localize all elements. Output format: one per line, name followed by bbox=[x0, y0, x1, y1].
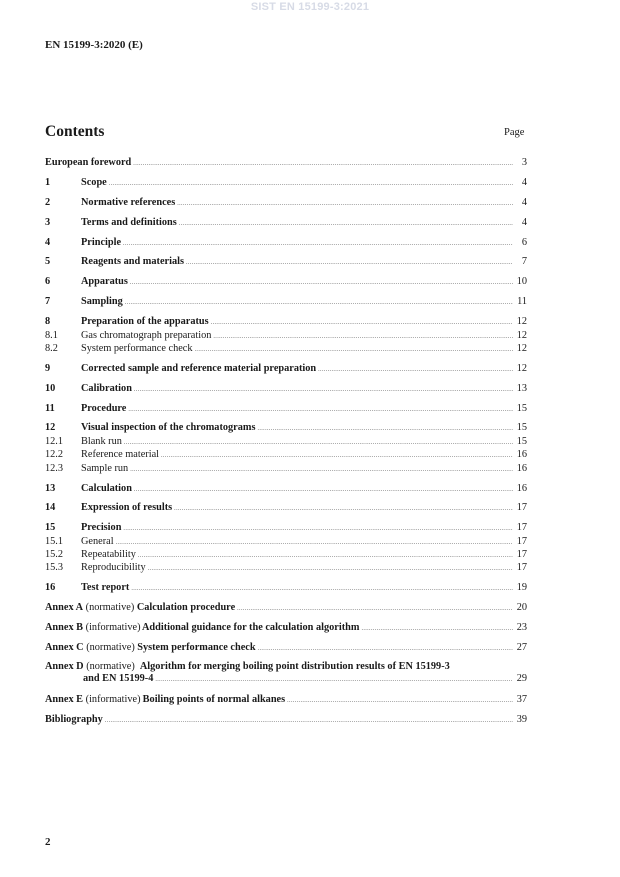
toc-subentry[interactable] bbox=[45, 435, 527, 448]
dot-leader bbox=[211, 317, 513, 330]
toc-entry-number: 1 bbox=[45, 176, 51, 188]
toc-subentry[interactable] bbox=[45, 329, 527, 342]
toc-entry-page: 16 bbox=[516, 462, 527, 474]
toc-entry[interactable] bbox=[45, 216, 527, 229]
dot-leader bbox=[130, 277, 513, 290]
toc-subentry[interactable] bbox=[45, 561, 527, 574]
toc-entry-page: 29 bbox=[516, 672, 527, 684]
toc-annex-entry[interactable] bbox=[45, 641, 527, 654]
toc-entry[interactable] bbox=[45, 255, 527, 268]
watermark: SIST EN 15199-3:2021 bbox=[250, 1, 370, 13]
annex-type: (normative) bbox=[86, 642, 135, 654]
toc-entry-title: Repeatability bbox=[81, 549, 136, 561]
toc-entry-title: Principle bbox=[81, 236, 122, 248]
toc-entry-number: 11 bbox=[45, 402, 55, 414]
toc-entry-title: Precision bbox=[81, 522, 122, 534]
toc-entry-number: 12.2 bbox=[45, 449, 64, 461]
dot-leader bbox=[174, 503, 513, 516]
toc-entry-page: 23 bbox=[516, 622, 527, 634]
toc-entry-title: General bbox=[81, 535, 114, 547]
toc-entry-page: 27 bbox=[516, 642, 527, 654]
toc-annex-entry[interactable] bbox=[45, 661, 527, 687]
toc-entry-page: 4 bbox=[521, 176, 527, 188]
toc-entry-number: 6 bbox=[45, 276, 51, 288]
toc-entry-number: 16 bbox=[45, 582, 56, 594]
toc-entry-title: Corrected sample and reference material preparation bbox=[81, 362, 317, 374]
toc-subentry[interactable] bbox=[45, 535, 527, 548]
toc-entry[interactable] bbox=[45, 382, 527, 395]
toc-entry-number: 12 bbox=[45, 422, 56, 434]
toc-entry[interactable] bbox=[45, 275, 527, 288]
dot-leader bbox=[213, 331, 513, 344]
toc-entry-number: 5 bbox=[45, 256, 51, 268]
toc-entry-page: 4 bbox=[521, 216, 527, 228]
toc-entry[interactable] bbox=[45, 482, 527, 495]
toc-entry-title: Reproducibility bbox=[81, 562, 146, 574]
toc-annex-entry[interactable] bbox=[45, 601, 527, 614]
toc-entry-page: 16 bbox=[516, 449, 527, 461]
toc-entry-number: 10 bbox=[45, 382, 56, 394]
toc-entry-number: 15 bbox=[45, 522, 56, 534]
annex-title: Additional guidance for the calculation algorithm bbox=[141, 622, 360, 634]
toc-entry-title: Preparation of the apparatus bbox=[81, 316, 209, 328]
dot-leader bbox=[128, 404, 513, 417]
toc-entry-number: 8.2 bbox=[45, 342, 58, 354]
annex-label: Annex E bbox=[45, 694, 84, 706]
toc-entry-page: 12 bbox=[516, 362, 527, 374]
table-of-contents bbox=[45, 156, 527, 727]
dot-leader bbox=[195, 344, 513, 357]
annex-label: Annex C bbox=[45, 642, 84, 654]
annex-type: (normative) bbox=[85, 602, 135, 614]
dot-leader bbox=[179, 218, 513, 231]
dot-leader bbox=[237, 603, 513, 616]
toc-entry-page: 19 bbox=[516, 582, 527, 594]
dot-leader bbox=[124, 437, 513, 450]
dot-leader bbox=[125, 297, 513, 310]
toc-subentry[interactable] bbox=[45, 448, 527, 461]
toc-entry-bibliography[interactable] bbox=[45, 713, 527, 726]
toc-entry-number: 2 bbox=[45, 196, 51, 208]
toc-entry[interactable] bbox=[45, 402, 527, 415]
toc-entry-number: 15.1 bbox=[45, 535, 64, 547]
toc-subentry[interactable] bbox=[45, 548, 527, 561]
toc-entry-page: 12 bbox=[516, 316, 527, 328]
toc-entry-page: 10 bbox=[516, 276, 527, 288]
annex-type: (normative) bbox=[86, 660, 135, 672]
toc-entry[interactable] bbox=[45, 315, 527, 328]
annex-type: (informative) bbox=[85, 694, 141, 706]
toc-entry-number: 4 bbox=[45, 236, 51, 248]
dot-leader bbox=[131, 583, 513, 596]
toc-entry-page: 15 bbox=[516, 435, 527, 447]
toc-entry-foreword[interactable] bbox=[45, 156, 527, 169]
toc-entry[interactable] bbox=[45, 295, 527, 308]
toc-entry-number: 14 bbox=[45, 502, 56, 514]
toc-entry-page: 12 bbox=[516, 329, 527, 341]
toc-entry-title: Visual inspection of the chromatograms bbox=[81, 422, 256, 434]
toc-entry-page: 15 bbox=[516, 402, 527, 414]
toc-entry-title: Reference material bbox=[81, 449, 160, 461]
toc-entry-page: 37 bbox=[516, 694, 527, 706]
dot-leader bbox=[133, 158, 513, 171]
toc-entry-page: 12 bbox=[516, 342, 527, 354]
document-id: EN 15199-3:2020 (E) bbox=[45, 39, 143, 51]
toc-entry-title: Bibliography bbox=[45, 714, 103, 726]
page-column-label: Page bbox=[504, 127, 525, 138]
dot-leader bbox=[109, 178, 513, 191]
toc-entry-title: Sampling bbox=[81, 296, 123, 308]
dot-leader bbox=[361, 623, 513, 636]
dot-leader bbox=[123, 523, 513, 536]
toc-entry[interactable] bbox=[45, 581, 527, 594]
toc-entry-number: 8 bbox=[45, 316, 51, 328]
annex-type: (informative) bbox=[85, 622, 141, 634]
toc-entry-title: Sample run bbox=[81, 462, 129, 474]
toc-entry-title: Apparatus bbox=[81, 276, 128, 288]
annex-title-continued: and EN 15199-4 bbox=[83, 672, 154, 684]
dot-leader bbox=[155, 674, 513, 686]
toc-entry-page: 17 bbox=[516, 535, 527, 547]
toc-annex-entry[interactable] bbox=[45, 621, 527, 634]
toc-entry-number: 15.3 bbox=[45, 562, 64, 574]
toc-entry-title: Blank run bbox=[81, 435, 122, 447]
dot-leader bbox=[130, 464, 513, 477]
toc-entry[interactable] bbox=[45, 196, 527, 209]
annex-label: Annex D bbox=[45, 660, 84, 672]
annex-title: Calculation procedure bbox=[136, 602, 236, 614]
toc-entry-title: Normative references bbox=[81, 196, 176, 208]
toc-entry[interactable] bbox=[45, 236, 527, 249]
toc-entry[interactable] bbox=[45, 501, 527, 514]
dot-leader bbox=[138, 550, 513, 563]
dot-leader bbox=[134, 484, 513, 497]
toc-entry-title: Reagents and materials bbox=[81, 256, 184, 268]
toc-entry-page: 17 bbox=[516, 522, 527, 534]
dot-leader bbox=[148, 563, 513, 576]
toc-entry-page: 13 bbox=[516, 382, 527, 394]
toc-entry[interactable] bbox=[45, 421, 527, 434]
toc-entry-title: Scope bbox=[81, 176, 107, 188]
contents-title: Contents bbox=[45, 123, 105, 140]
toc-entry-page: 39 bbox=[516, 714, 527, 726]
dot-leader bbox=[105, 715, 513, 728]
dot-leader bbox=[257, 423, 513, 436]
toc-entry-title: System performance check bbox=[81, 342, 193, 354]
toc-entry-title: Terms and definitions bbox=[81, 216, 177, 228]
toc-entry-number: 7 bbox=[45, 296, 51, 308]
dot-leader bbox=[287, 695, 513, 708]
toc-entry-page: 17 bbox=[516, 562, 527, 574]
dot-leader bbox=[116, 537, 513, 550]
toc-entry-page: 17 bbox=[516, 549, 527, 561]
dot-leader bbox=[186, 257, 513, 270]
toc-entry[interactable] bbox=[45, 362, 527, 375]
toc-entry-title: European foreword bbox=[45, 157, 132, 168]
toc-entry-number: 8.1 bbox=[45, 329, 58, 341]
annex-label: Annex B bbox=[45, 622, 84, 634]
toc-entry-page: 17 bbox=[516, 502, 527, 514]
annex-label: Annex A bbox=[45, 602, 84, 614]
toc-entry-page: 16 bbox=[516, 482, 527, 494]
annex-title: Boiling points of normal alkanes bbox=[142, 694, 286, 706]
toc-entry-title: Test report bbox=[81, 582, 130, 594]
dot-leader bbox=[134, 384, 513, 397]
toc-entry-number: 13 bbox=[45, 482, 56, 494]
dot-leader bbox=[258, 643, 513, 656]
toc-entry-page: 11 bbox=[517, 296, 527, 308]
dot-leader bbox=[161, 450, 513, 463]
toc-entry-number: 15.2 bbox=[45, 549, 64, 561]
toc-entry-page: 4 bbox=[521, 196, 527, 208]
toc-subentry[interactable] bbox=[45, 342, 527, 355]
toc-entry-page: 7 bbox=[521, 256, 527, 268]
dot-leader bbox=[123, 238, 513, 251]
toc-entry-title: Procedure bbox=[81, 402, 127, 414]
toc-entry-title: Expression of results bbox=[81, 502, 173, 514]
toc-entry-number: 12.3 bbox=[45, 462, 64, 474]
dot-leader bbox=[318, 364, 513, 377]
toc-entry-number: 3 bbox=[45, 216, 51, 228]
toc-entry-title: Calculation bbox=[81, 482, 132, 494]
annex-title: System performance check bbox=[137, 642, 256, 654]
toc-entry-number: 12.1 bbox=[45, 435, 64, 447]
toc-entry-page: 20 bbox=[516, 602, 527, 614]
toc-entry-page: 3 bbox=[521, 157, 527, 168]
toc-entry-page: 15 bbox=[516, 422, 527, 434]
toc-entry-title: Calibration bbox=[81, 382, 132, 394]
annex-title: Algorithm for merging boiling point distribution results of EN 15199-3 bbox=[139, 660, 450, 672]
toc-entry-number: 9 bbox=[45, 362, 51, 374]
page-number: 2 bbox=[45, 836, 51, 848]
dot-leader bbox=[177, 198, 513, 211]
toc-entry[interactable] bbox=[45, 521, 527, 534]
toc-subentry[interactable] bbox=[45, 462, 527, 475]
toc-annex-entry[interactable] bbox=[45, 693, 527, 706]
toc-entry-title: Gas chromatograph preparation bbox=[81, 329, 212, 341]
toc-entry-page: 6 bbox=[521, 236, 527, 248]
toc-entry[interactable] bbox=[45, 176, 527, 189]
